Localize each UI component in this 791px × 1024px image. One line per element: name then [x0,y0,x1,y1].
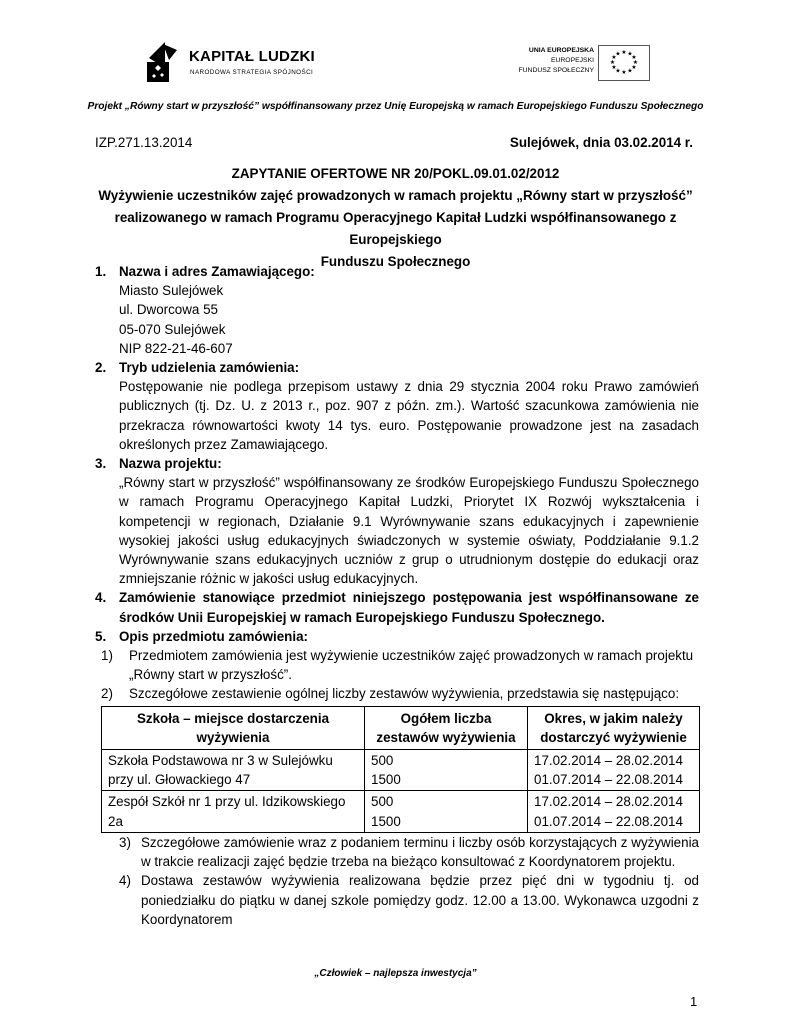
count-cell [365,750,528,791]
period-value: 01.07.2014 – 22.08.2014 [534,813,683,829]
school-cell: Zespół Szkół nr 1 przy ul. Idzikowskiego 2a [102,791,365,832]
kapital-ludzki-emblem-icon [143,38,183,86]
document-body [95,262,699,929]
section-2 [95,358,699,454]
svg-text:★: ★ [621,69,627,76]
table-header-row [102,706,700,749]
kapital-ludzki-title: KAPITAŁ LUDZKI [189,48,315,65]
svg-text:★: ★ [632,59,639,66]
ue-logo [510,45,650,81]
list-item-text: Dostawa zestawów wyżywienia realizowana będzie przez pięć dni w tygodniu tj. od poniedziałku do piątku w danej szkole pomiędzy godz. 12.00 a 13.00. Wykonawca uzgodni z Koordynatorem [141,873,699,927]
svg-text:★: ★ [615,50,621,58]
title-line: realizowanego w ramach Programu Operacyjnego Kapitał Ludzki współfinansowanego z Europejskiego [114,210,677,247]
period-value: 17.02.2014 – 28.02.2014 [534,753,683,769]
section-text: Postępowanie nie podlega przepisom ustawy z dnia 29 stycznia 2004 roku Prawo zamówień publicznych (tj. Dz. U. z 2013 r., poz. 907 z późn. zm.). Wartość szacunkowa zamówienia nie przekracza równowartości kwoty 14 tys. euro. Postępowanie prowadzone jest na zasadach określonych przez Zamawiającego. [119,379,699,452]
section-heading: Nazwa projektu: [119,456,222,472]
document-date: Sulejówek, dnia 03.02.2014 r. [509,135,693,150]
svg-text:★: ★ [631,54,637,61]
count-cell [365,791,528,832]
count-value: 1500 [371,813,401,829]
table-header: Szkoła – miejsce dostarczenia wyżywienia [102,706,365,749]
table-header: Ogółem liczba zestawów wyżywienia [365,706,528,749]
list-item-text: Przedmiotem zamówienia jest wyżywienie uczestników zajęć prowadzonych w ramach projektu „Równy start w przyszłość”. [129,648,694,683]
contracting-nip: NIP 822-21-46-607 [119,340,233,356]
ue-line-3: FUNDUSZ SPOŁECZNY [518,67,594,74]
list-item-text: Szczegółowe zamówienie wraz z podaniem terminu i liczby osób korzystających z wyżywienia w trakcie realizacji zajęć będzie trzeba na bieżąco konsultować z Koordynatorem projektu. [141,834,699,870]
list-item [95,871,699,929]
section-heading: Opis przedmiotu zamówienia: [119,628,308,644]
footer-motto: „Człowiek – najlepsza inwestycja” [314,968,477,979]
table-row [102,750,700,791]
svg-text:★: ★ [615,67,621,75]
table-header: Okres, w jakim należy dostarczyć wyżywienie [528,706,700,749]
period-cell [528,791,700,832]
contracting-name: Miasto Sulejówek [119,283,224,299]
table-row [102,791,700,832]
page-number: 1 [690,994,698,1009]
section-1 [95,262,699,358]
svg-text:★: ★ [631,64,637,71]
ue-line-1: UNIA EUROPEJSKA [528,47,594,54]
title-line: ZAPYTANIE OFERTOWE NR 20/POKL.09.01.02/2012 [231,166,560,181]
eu-stars-icon [599,46,649,80]
list-item-number: 4) [119,873,131,889]
contracting-street: ul. Dworcowa 55 [119,302,218,318]
list-item-text: Szczegółowe zestawienie ogólnej liczby zestawów wyżywienia, przedstawia się następująco: [129,686,680,702]
list-item [95,833,699,871]
svg-text:★: ★ [627,67,633,75]
count-value: 500 [371,794,394,810]
section-heading: Tryb udzielenia zamówienia: [119,360,300,376]
period-cell [528,750,700,791]
count-value: 1500 [371,772,401,788]
meals-table [101,706,700,833]
svg-text:★: ★ [611,64,617,71]
section-text: „Równy start w przyszłość” współfinansowany ze środków Europejskiego Funduszu Społecznego w ramach Programu Operacyjnego Kapitał Ludzki, Priorytet IX Rozwój wykształcenia i kompetencji w regionach, Działanie 9.1 Wyrównywanie szans edukacyjnych i zapewnienie wysokiej jakości usług edukacyjnych świadczonych w systemie oświaty, Poddziałanie 9.1.2 Wyrównywanie szans edukacyjnych uczniów z grup o utrudnionym dostępie do edukacji oraz zmniejszanie różnic w jakości usług edukacyjnych. [119,475,699,587]
list-item-number: 2) [101,686,113,702]
svg-text:★: ★ [609,59,616,66]
svg-text:★: ★ [621,49,627,56]
title-line: Wyżywienie uczestników zajęć prowadzonych w ramach projektu „Równy start w przyszłość” [98,188,693,203]
list-item-number: 1) [101,648,113,664]
svg-text:★: ★ [611,54,617,61]
project-cofinancing-line: Projekt „Równy start w przyszłość” współfinansowany przez Unię Europejską w ramach Europejskiego Funduszu Społecznego [87,101,704,112]
section-number: 1. [95,264,107,279]
count-value: 500 [371,753,394,769]
section-heading: Nazwa i adres Zamawiającego: [119,264,315,279]
section-text: Zamówienie stanowiące przedmiot niniejszego postępowania jest współfinansowane ze środków Unii Europejskiej w ramach Europejskiego Funduszu Społecznego. [119,590,699,625]
title-line: Funduszu Społecznego [320,254,471,269]
list-item-number: 3) [119,834,131,850]
section-5 [95,627,699,646]
section-4 [95,588,699,626]
contracting-city: 05-070 Sulejówek [119,321,226,337]
section-number: 3. [95,456,107,472]
section-3 [95,454,699,588]
svg-text:★: ★ [627,50,633,58]
list-item [95,684,699,703]
section-number: 5. [95,628,107,644]
section-number: 4. [95,590,107,606]
document-title [80,163,711,273]
ue-line-2: EUROPEJSKI [550,57,594,64]
section-number: 2. [95,360,107,376]
document-reference: IZP.271.13.2014 [95,135,193,150]
school-cell: Szkoła Podstawowa nr 3 w Sulejówku przy ul. Głowackiego 47 [102,750,365,791]
eu-flag-icon [598,45,650,81]
list-item [95,646,699,684]
period-value: 17.02.2014 – 28.02.2014 [534,794,683,810]
kapital-ludzki-logo [143,38,323,88]
kapital-ludzki-subtitle: NARODOWA STRATEGIA SPÓJNOŚCI [190,69,314,76]
period-value: 01.07.2014 – 22.08.2014 [534,772,683,788]
